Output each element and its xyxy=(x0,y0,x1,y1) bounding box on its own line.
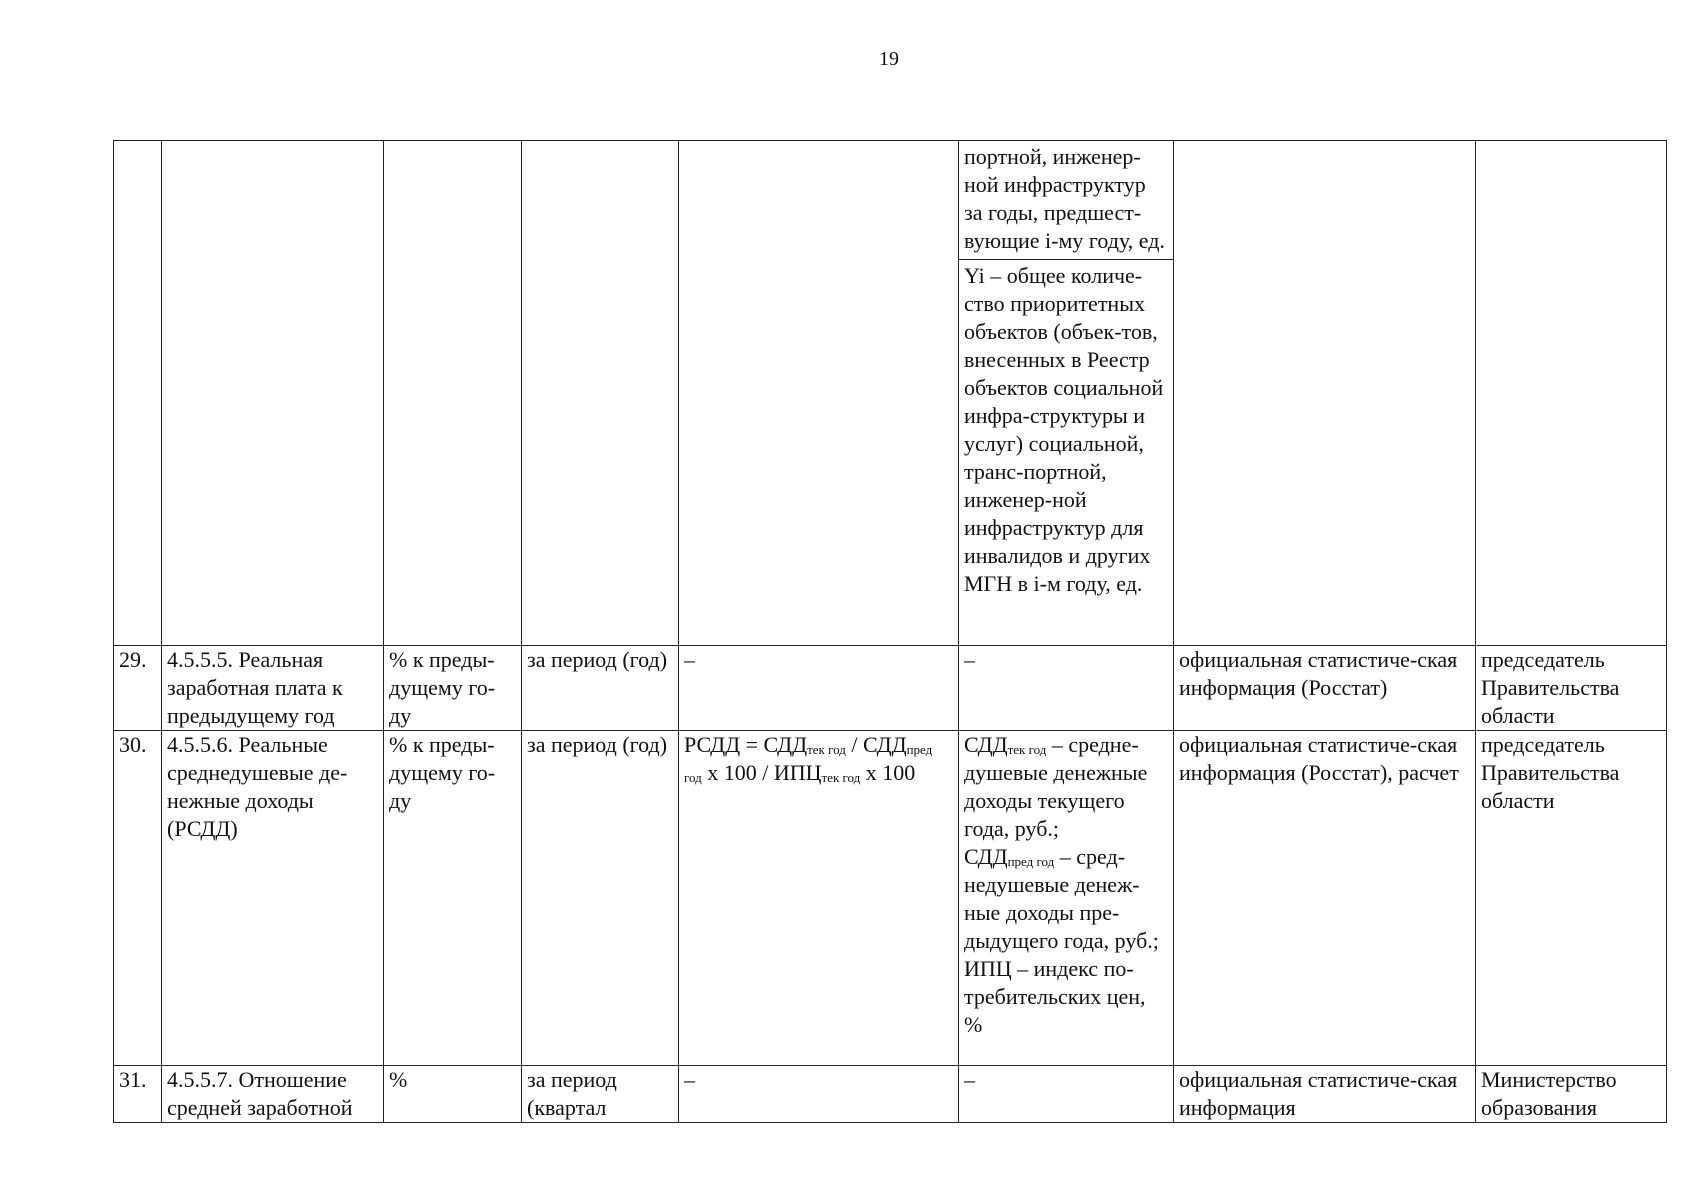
row-number: 29. xyxy=(114,646,162,731)
cell-unit xyxy=(384,141,522,646)
var-name: СДД xyxy=(964,732,1008,757)
unit: % к преды-дущему го-ду xyxy=(384,731,522,1066)
var-desc: – сред-недушевые денеж-ные доходы пре-дыдущего года, руб.; xyxy=(964,844,1159,953)
cell-num xyxy=(114,141,162,646)
unit: % xyxy=(384,1066,522,1123)
explanation-bottom: Yi – общее количе-ство приоритетных объектов (объек-тов, внесенных в Реестр объектов социальной инфра-структуры и услуг) социальной, транс-портной, инженер-ной инфраструктур для инвалидов и других МГН в i-м году, ед. xyxy=(964,263,1164,596)
responsible: председатель Правительства области xyxy=(1476,646,1667,731)
indicator-name: 4.5.5.6. Реальные среднедушевые де-нежные доходы (РСДД) xyxy=(162,731,384,1066)
table-row-continuation xyxy=(114,141,1667,646)
var-subscript: пред год xyxy=(1007,854,1055,869)
formula-subscript: пред год xyxy=(684,742,933,785)
formula-part: / СДД xyxy=(845,732,907,757)
formula-part: x 100 / ИПЦ xyxy=(701,760,822,785)
explanation xyxy=(959,731,1174,1066)
period: за период (год) xyxy=(522,731,679,1066)
period: за период (год) xyxy=(522,646,679,731)
explanation: – xyxy=(959,1066,1174,1123)
var-desc: – средне-душевые денежные доходы текущего года, руб.; xyxy=(964,732,1148,841)
responsible: председатель Правительства области xyxy=(1476,731,1667,1066)
formula xyxy=(679,731,959,1066)
table-row xyxy=(114,1066,1667,1123)
row-number: 30. xyxy=(114,731,162,1066)
source: официальная статистиче-ская информация (Росстат) xyxy=(1174,646,1476,731)
formula-subscript: тек год xyxy=(807,742,846,757)
formula-part: x 100 xyxy=(860,760,916,785)
table-row xyxy=(114,646,1667,731)
explanation-item xyxy=(964,843,1168,955)
page-number: 19 xyxy=(879,48,899,70)
responsible: Министерство образования xyxy=(1476,1066,1667,1123)
row-number: 31. xyxy=(114,1066,162,1123)
explanation: – xyxy=(959,646,1174,731)
formula-part: РСДД = СДД xyxy=(684,732,808,757)
formula: – xyxy=(679,1066,959,1123)
var-subscript: тек год xyxy=(1007,742,1047,757)
formula: – xyxy=(679,646,959,731)
var-name: СДД xyxy=(964,844,1008,869)
indicator-name: 4.5.5.5. Реальная заработная плата к предыдущему год xyxy=(162,646,384,731)
cell-source xyxy=(1174,141,1476,646)
cell-explanation xyxy=(959,141,1174,646)
source: официальная статистиче-ская информация (Росстат), расчет xyxy=(1174,731,1476,1066)
indicator-name: 4.5.5.7. Отношение средней заработной xyxy=(162,1066,384,1123)
period: за период (квартал xyxy=(522,1066,679,1123)
explanation-item: ИПЦ – индекс по-требительских цен, % xyxy=(964,956,1146,1037)
explanation-item xyxy=(964,731,1168,843)
unit: % к преды-дущему го-ду xyxy=(384,646,522,731)
cell-responsible xyxy=(1476,141,1667,646)
indicators-table xyxy=(113,140,1667,1123)
formula-subscript: тек год xyxy=(821,770,861,785)
cell-period xyxy=(522,141,679,646)
cell-formula xyxy=(679,141,959,646)
explanation-top: портной, инженер-ной инфраструктур за годы, предшест-вующие i-му году, ед. xyxy=(959,141,1173,260)
cell-name xyxy=(162,141,384,646)
table-row xyxy=(114,731,1667,1066)
source: официальная статистиче-ская информация xyxy=(1174,1066,1476,1123)
